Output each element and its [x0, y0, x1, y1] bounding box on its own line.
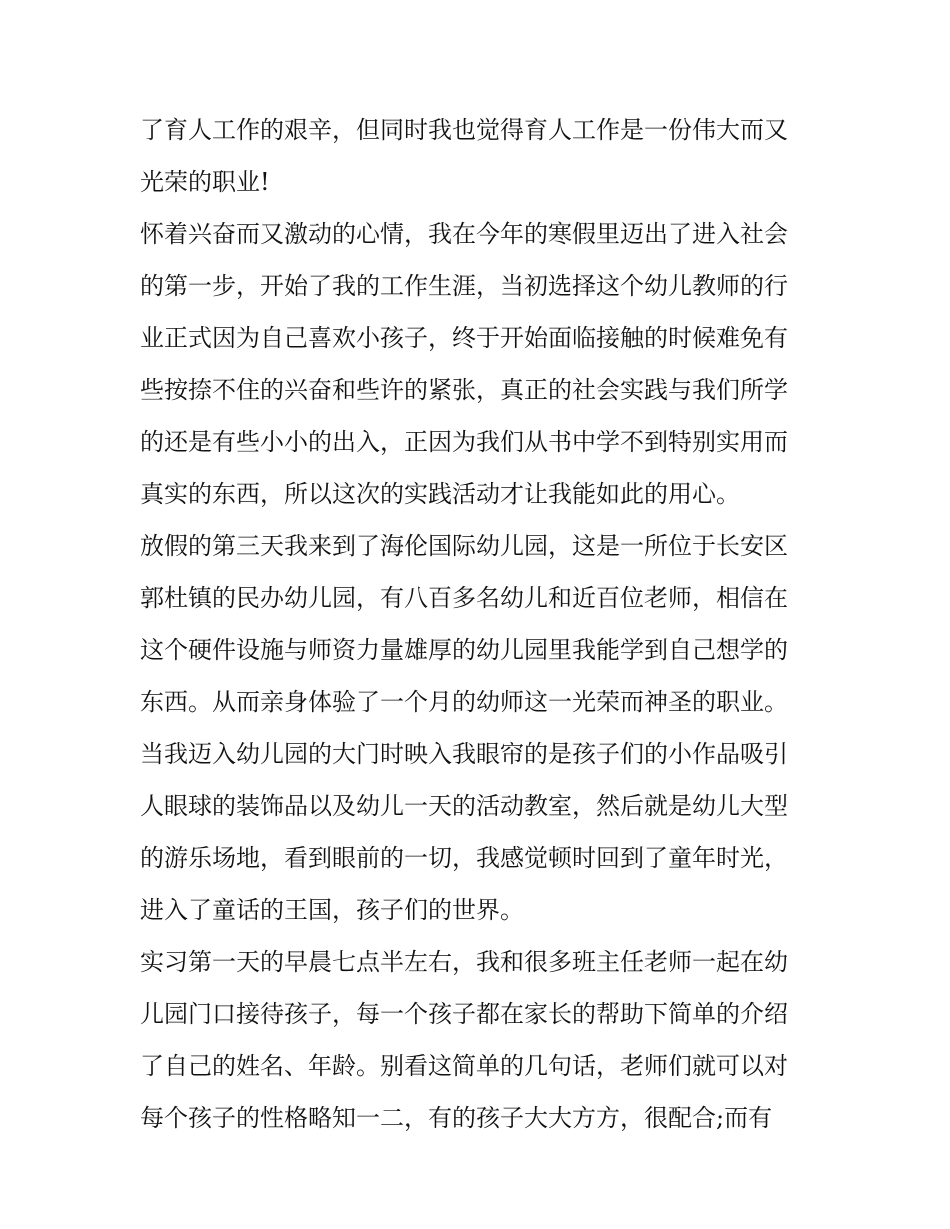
text-line: 当我迈入幼儿园的大门时映入我眼帘的是孩子们的小作品吸引	[140, 740, 788, 768]
text-line: 光荣的职业!	[140, 168, 270, 196]
text-line: 实习第一天的早晨七点半左右，我和很多班主任老师一起在幼	[140, 948, 788, 976]
text-line: 这个硬件设施与师资力量雄厚的幼儿园里我能学到自己想学的	[140, 636, 788, 664]
text-line: 进入了童话的王国，孩子们的世界。	[140, 896, 524, 924]
text-line: 些按捺不住的兴奋和些许的紧张，真正的社会实践与我们所学	[140, 376, 788, 404]
text-line: 怀着兴奋而又激动的心情，我在今年的寒假里迈出了进入社会	[140, 220, 788, 248]
text-line: 了育人工作的艰辛，但同时我也觉得育人工作是一份伟大而又	[140, 116, 788, 144]
body-text	[140, 104, 830, 1144]
text-line: 东西。从而亲身体验了一个月的幼师这一光荣而神圣的职业。	[140, 688, 788, 716]
text-line: 儿园门口接待孩子，每一个孩子都在家长的帮助下简单的介绍	[140, 1000, 788, 1028]
text-line: 人眼球的装饰品以及幼儿一天的活动教室，然后就是幼儿大型	[140, 792, 788, 820]
text-line: 业正式因为自己喜欢小孩子，终于开始面临接触的时候难免有	[140, 324, 788, 352]
text-line: 每个孩子的性格略知一二，有的孩子大大方方，很配合;而有	[140, 1104, 773, 1132]
text-line: 的游乐场地，看到眼前的一切，我感觉顿时回到了童年时光，	[140, 844, 788, 872]
text-line: 放假的第三天我来到了海伦国际幼儿园，这是一所位于长安区	[140, 532, 788, 560]
text-line: 真实的东西，所以这次的实践活动才让我能如此的用心。	[140, 480, 740, 508]
text-line: 的还是有些小小的出入，正因为我们从书中学不到特别实用而	[140, 428, 788, 456]
text-line: 郭杜镇的民办幼儿园，有八百多名幼儿和近百位老师，相信在	[140, 584, 788, 612]
text-line: 的第一步，开始了我的工作生涯，当初选择这个幼儿教师的行	[140, 272, 788, 300]
text-line: 了自己的姓名、年龄。别看这简单的几句话，老师们就可以对	[140, 1052, 788, 1080]
